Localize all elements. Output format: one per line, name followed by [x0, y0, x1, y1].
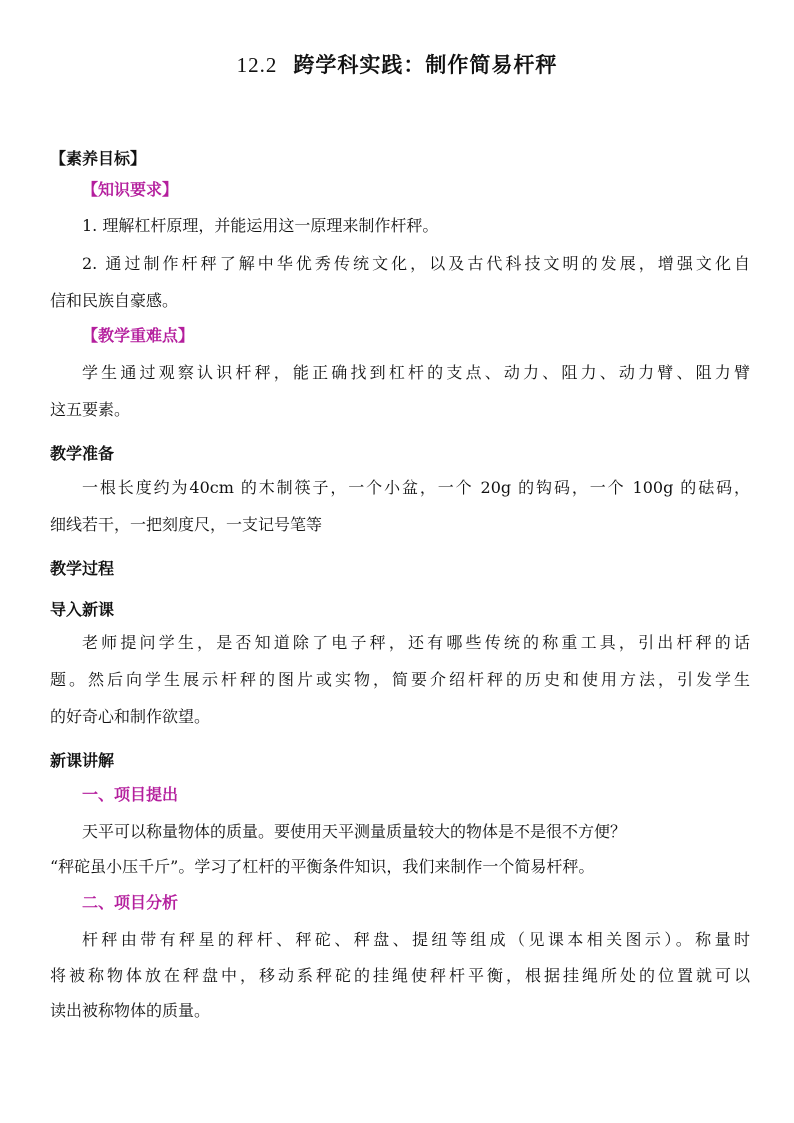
preparation-line1: 一根长度约为40cm 的木制筷子，一个小盆，一个 20g 的钩码，一个 100g 的砝码，	[82, 478, 750, 497]
requirement-2-line2: 信和民族自豪感。	[50, 291, 179, 310]
goals-heading: 【素养目标】	[50, 149, 147, 168]
process-heading: 教学过程	[50, 559, 115, 578]
section-1-heading: 一、项目提出	[82, 785, 179, 804]
key-points-line1: 学生通过观察认识杆秤，能正确找到杠杆的支点、动力、阻力、动力臂、阻力臂	[82, 363, 750, 382]
section-2-line2: 将被称物体放在秤盘中，移动系秤砣的挂绳使秤杆平衡，根据挂绳所处的位置就可以	[50, 966, 750, 985]
section-1-line1: 天平可以称量物体的质量。要使用天平测量质量较大的物体是不是很不方便？	[82, 822, 627, 841]
key-points-line2: 这五要素。	[50, 400, 131, 419]
intro-line2: 题。然后向学生展示杆秤的图片或实物，简要介绍杆秤的历史和使用方法，引发学生	[50, 670, 750, 689]
section-number: 12.2	[236, 53, 278, 77]
intro-heading: 导入新课	[50, 600, 115, 619]
page-title	[0, 49, 794, 79]
preparation-heading: 教学准备	[50, 444, 115, 463]
intro-line1: 老师提问学生，是否知道除了电子秤，还有哪些传统的称重工具，引出杆秤的话	[82, 633, 750, 652]
section-2-line1: 杆秤由带有秤星的秤杆、秤砣、秤盘、提纽等组成（见课本相关图示）。称量时	[82, 930, 750, 949]
intro-line3: 的好奇心和制作欲望。	[50, 707, 211, 726]
key-points-heading: 【教学重难点】	[82, 326, 195, 345]
section-2-heading: 二、项目分析	[82, 893, 179, 912]
requirement-1: 1. 理解杠杆原理，并能运用这一原理来制作杆秤。	[82, 216, 439, 235]
section-2-line3: 读出被称物体的质量。	[50, 1001, 211, 1020]
section-1-line2: “秤砣虽小压千斤”。学习了杠杆的平衡条件知识，我们来制作一个简易杆秤。	[50, 857, 595, 876]
requirement-2-line1: 2. 通过制作杆秤了解中华优秀传统文化，以及古代科技文明的发展，增强文化自	[82, 254, 750, 273]
preparation-line2: 细线若干，一把刻度尺，一支记号笔等	[50, 515, 323, 534]
new-lesson-heading: 新课讲解	[50, 751, 115, 770]
title-text: 跨学科实践：制作简易杆秤	[293, 53, 558, 77]
knowledge-requirements-heading: 【知识要求】	[82, 180, 179, 199]
